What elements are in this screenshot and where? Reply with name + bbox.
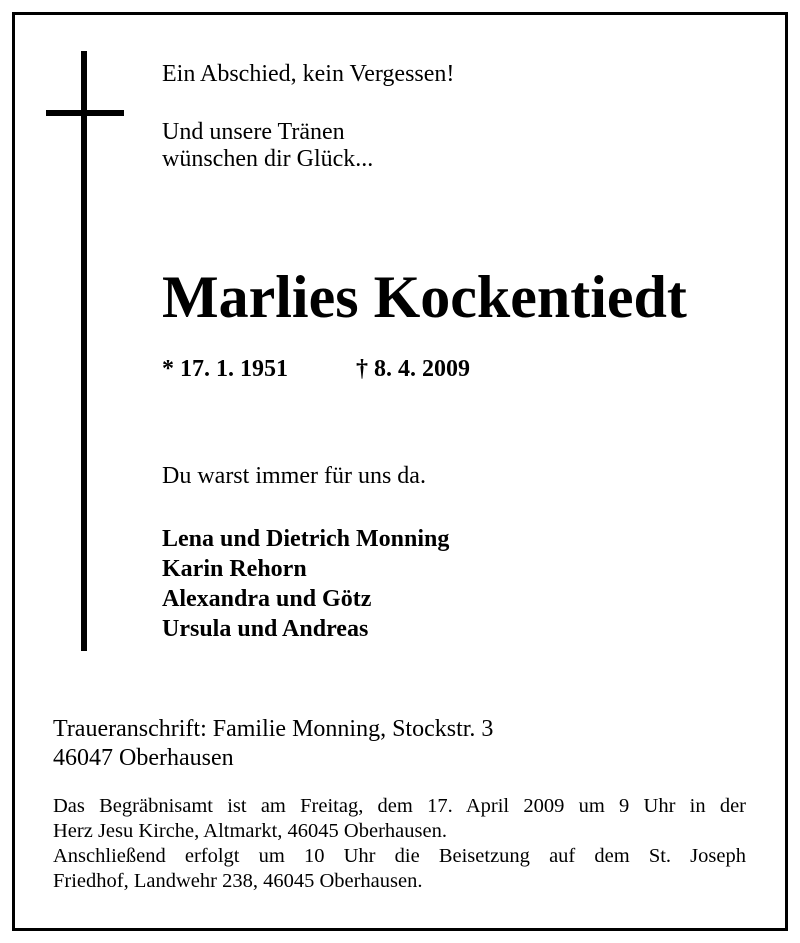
tribute-text: Du warst immer für uns da. xyxy=(162,463,426,489)
obituary-notice xyxy=(12,12,788,931)
mourner-2: Karin Rehorn xyxy=(162,556,307,582)
cross-icon-vertical-bar xyxy=(81,51,87,651)
funeral-line-4: Friedhof, Landwehr 238, 46045 Oberhausen. xyxy=(53,870,423,892)
address-line-1: Traueranschrift: Familie Monning, Stockstr. 3 xyxy=(53,716,494,742)
cross-icon-horizontal-bar xyxy=(46,110,124,116)
funeral-line-1: Das Begräbnisamt ist am Freitag, dem 17. April 2009 um 9 Uhr in der xyxy=(53,795,746,817)
mourner-4: Ursula und Andreas xyxy=(162,616,369,642)
life-dates xyxy=(162,354,470,384)
mourner-1: Lena und Dietrich Monning xyxy=(162,526,450,552)
mourner-3: Alexandra und Götz xyxy=(162,586,372,612)
funeral-details xyxy=(53,794,746,894)
address-line-2: 46047 Oberhausen xyxy=(53,745,234,771)
funeral-line-2: Herz Jesu Kirche, Altmarkt, 46045 Oberhausen. xyxy=(53,820,447,842)
quote-line-1: Ein Abschied, kein Vergessen! xyxy=(162,61,455,87)
funeral-line-3: Anschließend erfolgt um 10 Uhr die Beisetzung auf dem St. Joseph xyxy=(53,845,746,867)
quote-line-3: wünschen dir Glück... xyxy=(162,146,374,172)
birth-date: * 17. 1. 1951 xyxy=(162,356,288,382)
deceased-name: Marlies Kockentiedt xyxy=(162,264,687,330)
death-date: † 8. 4. 2009 xyxy=(356,356,470,382)
quote-line-2: Und unsere Tränen xyxy=(162,119,345,145)
